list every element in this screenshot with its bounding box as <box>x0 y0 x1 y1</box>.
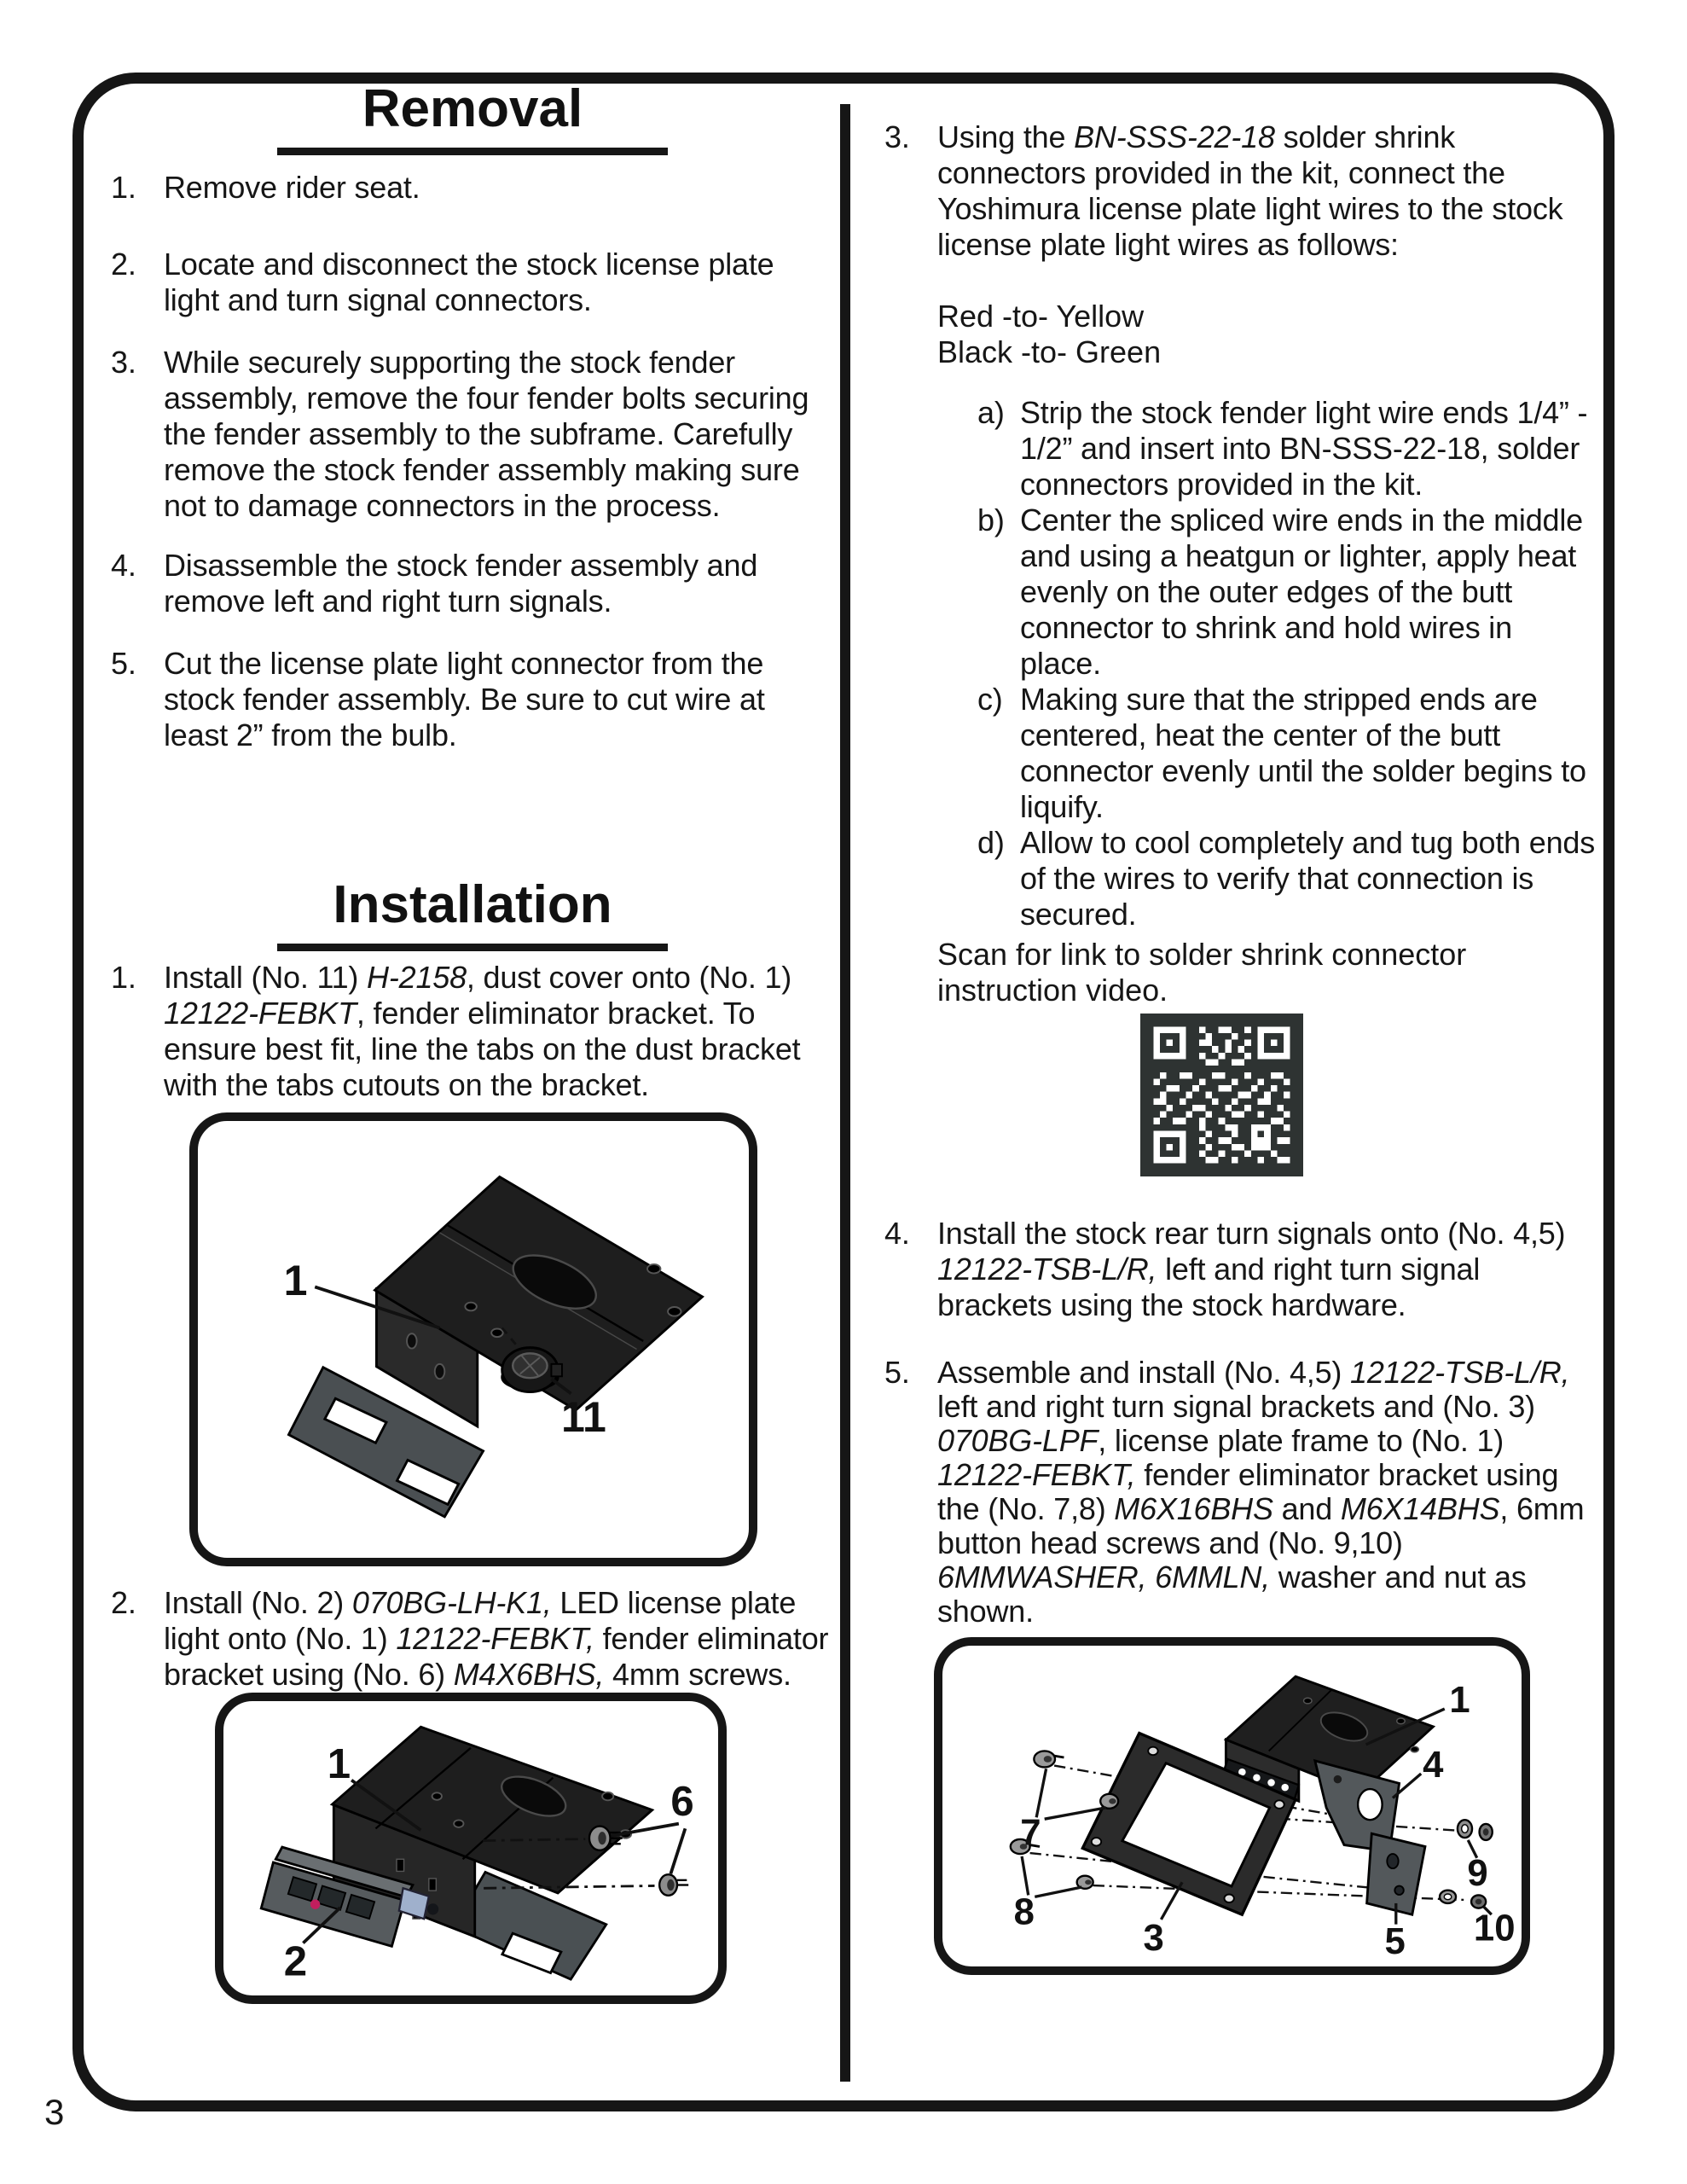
substep-text: Center the spliced wire ends in the middle and using a heatgun or lighter, apply heat evenly on the outer edges of the butt connector to shrink and hold wires in place. <box>1020 502 1583 681</box>
step-number: 5. <box>111 646 136 681</box>
part-label-washers: 9 <box>1467 1852 1488 1895</box>
right-column <box>884 0 1601 1975</box>
column-divider <box>840 104 850 2082</box>
removal-step-4 <box>111 548 834 619</box>
step-text: Install (No. 2) 070BG-LH-K1, LED license plate light onto (No. 1) 12122-FEBKT, fender eliminator bracket using (No. 6) M4X6BHS, 4mm screws. <box>164 1585 829 1692</box>
wire-dot <box>310 1900 320 1909</box>
removal-step-2 <box>111 247 834 318</box>
qr-code <box>1140 1014 1303 1176</box>
wire-map-line: Red -to- Yellow <box>937 299 1145 334</box>
part-label-nuts: 10 <box>1473 1907 1516 1949</box>
substep-marker: d) <box>977 825 1005 860</box>
installation-heading: Installation <box>333 875 612 934</box>
part-label-bracket: 1 <box>283 1257 308 1305</box>
removal-step-5 <box>111 646 834 753</box>
substep-text: Making sure that the stripped ends are centered, heat the center of the butt connector evenly until the solder begins to liquify. <box>1020 682 1586 824</box>
substep-d <box>884 825 1601 932</box>
exploded-assembly-illustration <box>942 1646 1522 1966</box>
part-label-screws-long: 7 <box>1020 1811 1041 1854</box>
substep-marker: a) <box>977 395 1005 430</box>
part-label-screws-short: 8 <box>1013 1891 1035 1933</box>
substep-marker: c) <box>977 682 1003 717</box>
step-text: Using the BN-SSS-22-18 solder shrink connectors provided in the kit, connect the Yoshimura license plate light wires to the stock license plate light wires as follows: <box>937 119 1563 262</box>
removal-heading-underline <box>277 148 668 155</box>
step-number: 2. <box>111 247 136 282</box>
installation-heading-underline <box>277 944 668 951</box>
scan-note: Scan for link to solder shrink connector instruction video. <box>937 937 1467 1008</box>
figure-bracket-dust-cover <box>189 1112 757 1566</box>
turn-signal-bracket-left <box>1367 1833 1425 1914</box>
part-label-bracket: 1 <box>1449 1678 1470 1721</box>
removal-heading: Removal <box>362 79 583 138</box>
step-number: 4. <box>111 548 136 583</box>
part-label-led-light: 2 <box>283 1938 308 1985</box>
figure-led-light-install <box>215 1693 727 2004</box>
step-text: Assemble and install (No. 4,5) 12122-TSB-L/R, left and right turn signal brackets and (No. 3) 070BG-LPF, license plate frame to (No. 1) 12122-FEBKT, fender eliminator bracket using the (No. 7,8) M6X16BHS and M6X14BHS, 6mm button head screws and (No. 9,10) 6MMWASHER, 6MMLN, washer and nut as shown. <box>937 1355 1585 1629</box>
left-column <box>111 0 834 2004</box>
step-number: 1. <box>111 170 136 205</box>
step-number: 3. <box>111 345 136 380</box>
part-label-bracket-right: 4 <box>1423 1743 1444 1786</box>
step-number: 5. <box>884 1355 910 1390</box>
substep-text: Strip the stock fender light wire ends 1/4” - 1/2” and insert into BN-SSS-22-18, solder connectors provided in the kit. <box>1020 395 1588 502</box>
part-label-screws: 6 <box>670 1779 694 1826</box>
step-number: 2. <box>111 1585 136 1620</box>
step-number: 3. <box>884 119 910 154</box>
step-text: Locate and disconnect the stock license plate light and turn signal connectors. <box>164 247 774 317</box>
step-text: Cut the license plate light connector from the stock fender assembly. Be sure to cut wire at least 2” from the bulb. <box>164 646 765 752</box>
step-number: 4. <box>884 1216 910 1251</box>
washer-part <box>1458 1820 1493 1840</box>
installation-step-2 <box>111 1585 834 1693</box>
wire-map-line: Black -to- Green <box>937 334 1162 369</box>
step-text: Disassemble the stock fender assembly and remove left and right turn signals. <box>164 548 758 619</box>
part-label-bracket-left: 5 <box>1384 1920 1406 1962</box>
screw-part <box>659 1874 688 1896</box>
substep-text: Allow to cool completely and tug both ends of the wires to verify that connection is secured. <box>1020 825 1596 932</box>
substep-marker: b) <box>977 502 1005 537</box>
removal-step-1 <box>111 170 834 206</box>
installation-step-4 <box>884 1216 1601 1323</box>
led-light-install-illustration <box>223 1701 718 1995</box>
step-text: Install the stock rear turn signals onto (No. 4,5) 12122-TSB-L/R, left and right turn signal brackets using the stock hardware. <box>937 1216 1566 1322</box>
step-text: While securely supporting the stock fender assembly, remove the four fender bolts securing the fender assembly to the subframe. Carefully remove the stock fender assembly making sure not to damage connectors in the process. <box>164 345 809 523</box>
installation-step-5 <box>884 1356 1601 1629</box>
bracket-dust-cover-illustration <box>198 1121 749 1558</box>
qr-code-graphic <box>1140 1014 1303 1176</box>
figure-exploded-assembly <box>934 1637 1530 1975</box>
substep-list <box>884 395 1601 932</box>
wire-color-map <box>884 299 1601 370</box>
screw-part <box>1034 1751 1118 1808</box>
installation-step-3 <box>884 119 1601 263</box>
substep-b <box>884 502 1601 682</box>
step-text: Install (No. 11) H-2158, dust cover onto (No. 1) 12122-FEBKT, fender eliminator bracket. To ensure best fit, line the tabs on the dust bracket with the tabs cutouts on the bracket. <box>164 960 801 1102</box>
page-number: 3 <box>44 2092 65 2132</box>
substep-a <box>884 395 1601 502</box>
part-label-plate-frame: 3 <box>1143 1917 1164 1960</box>
part-label-bracket: 1 <box>327 1740 351 1787</box>
step-text: Remove rider seat. <box>164 170 420 205</box>
part-label-dust-cover: 11 <box>560 1392 606 1441</box>
step-number: 1. <box>111 960 136 995</box>
removal-step-3 <box>111 345 834 524</box>
substep-c <box>884 682 1601 825</box>
installation-step-1 <box>111 960 834 1103</box>
